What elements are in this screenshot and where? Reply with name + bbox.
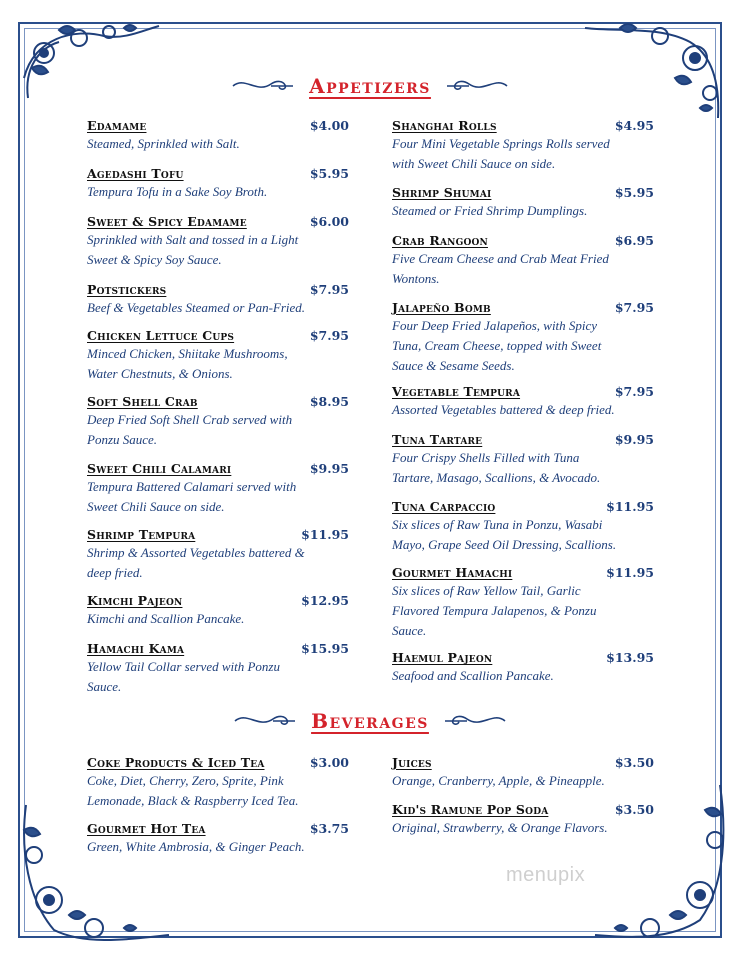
menu-item	[392, 233, 654, 288]
menu-item-description-line: Lemonade, Black & Raspberry Iced Tea.	[87, 793, 299, 808]
menu-item-description-line: Sauce & Sesame Seeds.	[392, 358, 515, 373]
section-title-appetizers: Appetizers	[309, 74, 431, 98]
menu-item-description-line: Shrimp & Assorted Vegetables battered &	[87, 545, 305, 560]
menu-item-header	[392, 233, 654, 248]
menu-item	[87, 461, 349, 516]
menu-item-price: $3.50	[614, 802, 654, 817]
menu-item-description-line: Mayo, Grape Seed Oil Dressing, Scallions.	[392, 537, 617, 552]
swirl-ornament-left	[231, 77, 295, 95]
menu-item-price: $9.95	[614, 432, 654, 447]
menu-item-price: $9.95	[309, 461, 349, 476]
menu-item-description-line: Sprinkled with Salt and tossed in a Light	[87, 232, 299, 247]
menu-item-price: $3.00	[309, 755, 349, 770]
menu-item-description-line: Tempura Battered Calamari served with	[87, 479, 297, 494]
menu-item	[392, 565, 654, 640]
menu-item	[87, 394, 349, 449]
menu-item-description-line: Original, Strawberry, & Orange Flavors.	[392, 820, 608, 835]
menu-item-header	[87, 641, 349, 656]
menu-item-description-line: Four Crispy Shells Filled with Tuna	[392, 450, 580, 465]
floral-corner-top-right	[580, 18, 730, 128]
swirl-ornament-right	[443, 712, 507, 730]
menu-item-header	[87, 593, 349, 608]
menu-item-name: Soft Shell Crab	[87, 394, 198, 409]
menu-item-price: $5.95	[309, 166, 349, 181]
menu-item	[392, 384, 654, 419]
menu-item-header	[392, 802, 654, 817]
menu-item-name: Sweet Chili Calamari	[87, 461, 232, 476]
menu-item-header	[87, 461, 349, 476]
menu-item-description-line: Sauce.	[392, 623, 427, 638]
menu-item-price: $4.00	[309, 118, 349, 133]
menu-item-description-line: Wontons.	[392, 271, 440, 286]
menu-item-name: Gourmet Hamachi	[392, 565, 513, 580]
menu-item-name: Sweet & Spicy Edamame	[87, 214, 247, 229]
menu-item-name: Chicken Lettuce Cups	[87, 328, 235, 343]
menu-item	[87, 821, 349, 856]
menu-item-name: Agedashi Tofu	[87, 166, 184, 181]
menu-item-name: Jalapeño Bomb	[392, 300, 491, 315]
menu-item-description-line: Green, White Ambrosia, & Ginger Peach.	[87, 839, 305, 854]
menu-item-price: $13.95	[606, 650, 654, 665]
menu-item-header	[87, 282, 349, 297]
menu-item-description-line: Beef & Vegetables Steamed or Pan-Fried.	[87, 300, 306, 315]
menu-item-header	[87, 394, 349, 409]
menu-item-description-line: Sweet & Spicy Soy Sauce.	[87, 252, 222, 267]
watermark: menupix	[506, 864, 586, 886]
menu-item-description-line: Minced Chicken, Shiitake Mushrooms,	[87, 346, 288, 361]
swirl-ornament-left	[233, 712, 297, 730]
menu-item-description-line: Four Mini Vegetable Springs Rolls served	[392, 136, 610, 151]
menu-item-description-line: Tempura Tofu in a Sake Soy Broth.	[87, 184, 268, 199]
menu-item-description-line: Sauce.	[87, 679, 122, 694]
menu-item-description-line: Orange, Cranberry, Apple, & Pineapple.	[392, 773, 605, 788]
menu-item-name: Crab Rangoon	[392, 233, 488, 248]
menu-item-description-line: Five Cream Cheese and Crab Meat Fried	[392, 251, 609, 266]
menu-item-price: $3.50	[614, 755, 654, 770]
menu-item-description-line: Assorted Vegetables battered & deep fried.	[392, 402, 615, 417]
menu-item	[392, 118, 654, 173]
menu-item-header	[87, 328, 349, 343]
menu-item-price: $6.00	[309, 214, 349, 229]
menu-item-header	[392, 755, 654, 770]
menu-item-name: Tuna Tartare	[392, 432, 483, 447]
menu-item-description-line: Yellow Tail Collar served with Ponzu	[87, 659, 280, 674]
menu-item-header	[392, 185, 654, 200]
menu-item-name: Hamachi Kama	[87, 641, 185, 656]
beverages-header	[0, 709, 740, 733]
menu-item-header	[392, 565, 654, 580]
menu-item-header	[392, 384, 654, 399]
menu-item-price: $4.95	[614, 118, 654, 133]
menu-item-price: $3.75	[309, 821, 349, 836]
menu-item	[392, 432, 654, 487]
menu-item	[87, 593, 349, 628]
menu-item-name: Shanghai Rolls	[392, 118, 497, 133]
menu-item-description-line: with Sweet Chili Sauce on side.	[392, 156, 556, 171]
menu-item	[392, 499, 654, 554]
menu-item-price: $11.95	[301, 527, 349, 542]
menu-item-description-line: deep fried.	[87, 565, 143, 580]
menu-item-header	[87, 166, 349, 181]
menu-item-header	[87, 821, 349, 836]
menu-item-description-line: Ponzu Sauce.	[87, 432, 158, 447]
menu-item-name: Shrimp Tempura	[87, 527, 196, 542]
menu-item-name: Vegetable Tempura	[392, 384, 521, 399]
menu-item-price: $7.95	[309, 328, 349, 343]
menu-item-name: Gourmet Hot Tea	[87, 821, 206, 836]
menu-item-description-line: Seafood and Scallion Pancake.	[392, 668, 554, 683]
menu-item-description-line: Steamed or Fried Shrimp Dumplings.	[392, 203, 588, 218]
menu-item-description-line: Kimchi and Scallion Pancake.	[87, 611, 245, 626]
menu-item-description-line: Coke, Diet, Cherry, Zero, Sprite, Pink	[87, 773, 284, 788]
menu-item-description-line: Flavored Tempura Jalapenos, & Ponzu	[392, 603, 597, 618]
menu-item	[87, 755, 349, 810]
menu-item	[87, 214, 349, 269]
menu-item-name: Edamame	[87, 118, 147, 133]
menu-item-name: Potstickers	[87, 282, 167, 297]
menu-item-price: $11.95	[606, 565, 654, 580]
menu-item-header	[87, 755, 349, 770]
menu-item	[87, 527, 349, 582]
menu-item-description-line: Six slices of Raw Tuna in Ponzu, Wasabi	[392, 517, 603, 532]
menu-item-price: $7.95	[614, 384, 654, 399]
menu-item-description-line: Steamed, Sprinkled with Salt.	[87, 136, 240, 151]
menu-item-price: $15.95	[301, 641, 349, 656]
menu-item-price: $6.95	[614, 233, 654, 248]
menu-item	[87, 641, 349, 696]
menu-item-header	[87, 214, 349, 229]
menu-item-name: Haemul Pajeon	[392, 650, 493, 665]
menu-item-header	[87, 118, 349, 133]
menu-item	[392, 755, 654, 790]
menu-item	[392, 650, 654, 685]
menu-item-name: Tuna Carpaccio	[392, 499, 496, 514]
menu-item	[87, 282, 349, 317]
menu-item-header	[392, 499, 654, 514]
menu-item-description-line: Six slices of Raw Yellow Tail, Garlic	[392, 583, 581, 598]
menu-item-name: Kid's Ramune Pop Soda	[392, 802, 549, 817]
menu-item-price: $11.95	[606, 499, 654, 514]
menu-item-description-line: Tuna, Cream Cheese, topped with Sweet	[392, 338, 602, 353]
menu-item-name: Coke Products & Iced Tea	[87, 755, 265, 770]
menu-item	[392, 300, 654, 375]
menu-item	[87, 328, 349, 383]
appetizers-header	[0, 74, 740, 98]
menu-item-price: $8.95	[309, 394, 349, 409]
menu-item-description-line: Deep Fried Soft Shell Crab served with	[87, 412, 293, 427]
menu-item-description-line: Water Chestnuts, & Onions.	[87, 366, 233, 381]
menu-item-price: $7.95	[309, 282, 349, 297]
menu-item-price: $7.95	[614, 300, 654, 315]
menu-item-header	[87, 527, 349, 542]
menu-item-name: Shrimp Shumai	[392, 185, 492, 200]
menu-item	[87, 118, 349, 153]
section-title-beverages: Beverages	[311, 709, 429, 733]
menu-item-description-line: Four Deep Fried Jalapeños, with Spicy	[392, 318, 598, 333]
swirl-ornament-right	[445, 77, 509, 95]
menu-item-price: $12.95	[301, 593, 349, 608]
menu-item	[87, 166, 349, 201]
menu-item-header	[392, 118, 654, 133]
menu-item-description-line: Tartare, Masago, Scallions, & Avocado.	[392, 470, 601, 485]
menu-item	[392, 185, 654, 220]
menu-item-name: Juices	[392, 755, 432, 770]
menu-item-name: Kimchi Pajeon	[87, 593, 183, 608]
menu-item-price: $5.95	[614, 185, 654, 200]
menu-item	[392, 802, 654, 837]
menu-item-header	[392, 650, 654, 665]
menu-item-header	[392, 300, 654, 315]
menu-item-header	[392, 432, 654, 447]
menu-item-description-line: Sweet Chili Sauce on side.	[87, 499, 225, 514]
